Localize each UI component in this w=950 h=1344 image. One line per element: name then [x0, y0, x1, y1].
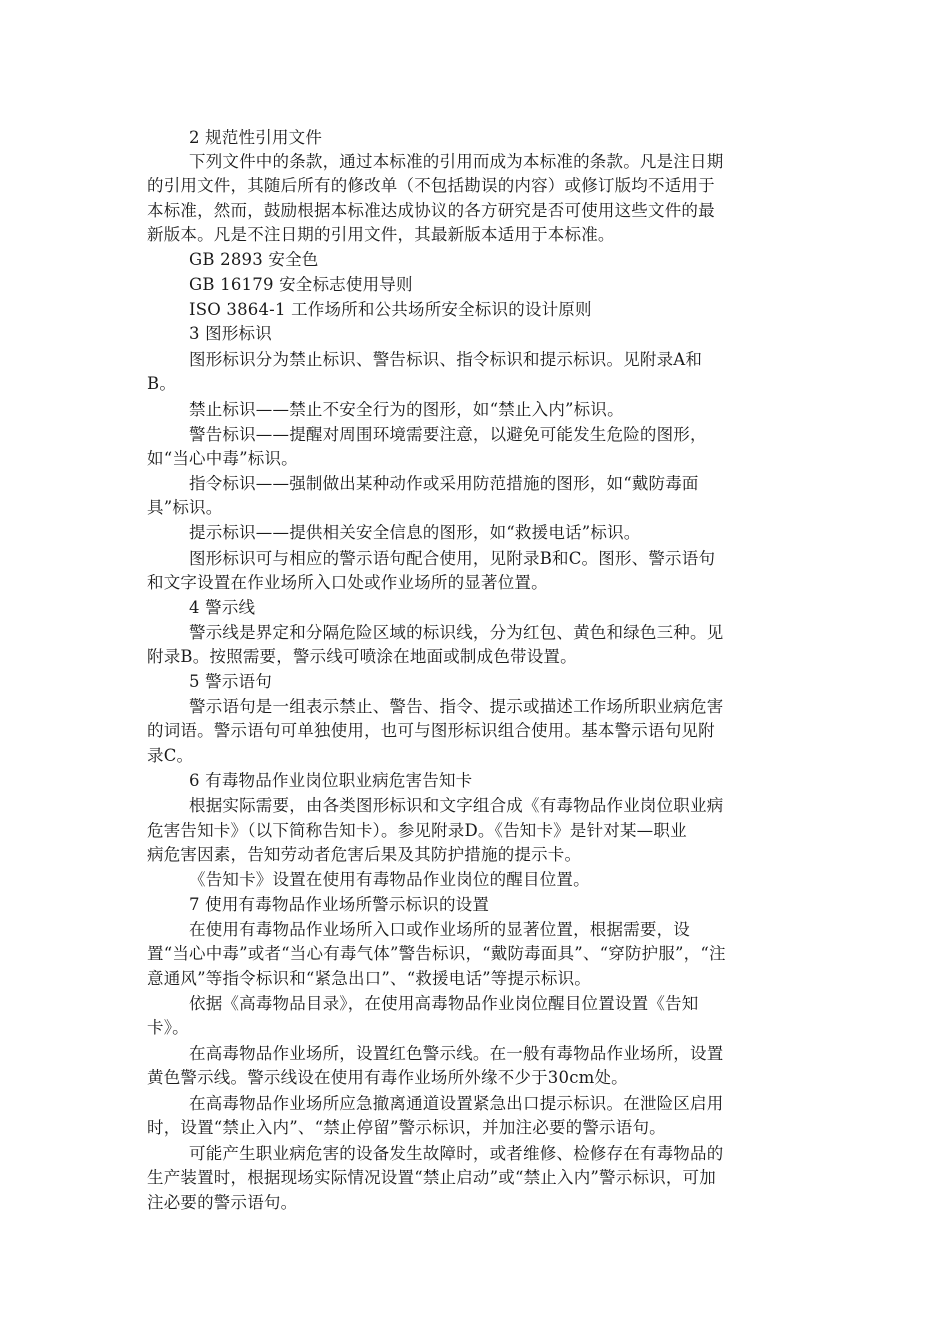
- paragraph-line: 注必要的警示语句。: [147, 1193, 298, 1212]
- paragraph-line: 病危害因素，告知劳动者危害后果及其防护措施的提示卡。: [147, 845, 582, 864]
- paragraph-line: 意通风”等指令标识和“紧急出口”、“救援电话”等提示标识。: [147, 969, 591, 988]
- paragraph-line: 本标准，然而，鼓励根据本标准达成协议的各方研究是否可使用这些文件的最: [147, 201, 715, 220]
- paragraph-line: 警示语句是一组表示禁止、警告、指令、提示或描述工作场所职业病危害: [189, 697, 724, 716]
- paragraph-line: 下列文件中的条款，通过本标准的引用而成为本标准的条款。凡是注日期: [189, 152, 724, 171]
- paragraph-line: 和文字设置在作业场所入口处或作业场所的显著位置。: [147, 573, 548, 592]
- paragraph-line: 根据实际需要，由各类图形标识和文字组合成《有毒物品作业岗位职业病: [189, 796, 724, 815]
- paragraph-line: 在高毒物品作业场所，设置红色警示线。在一般有毒物品作业场所，设置: [189, 1044, 724, 1063]
- section-heading-4: 4 警示线: [189, 598, 256, 617]
- reference-item: ISO 3864-1 工作场所和公共场所安全标识的设计原则: [189, 300, 592, 319]
- paragraph-line: 具”标识。: [147, 498, 223, 517]
- paragraph-line: 依据《高毒物品目录》，在使用高毒物品作业岗位醒目位置设置《告知: [189, 994, 699, 1013]
- paragraph-line: 图形标识可与相应的警示语句配合使用，见附录B和C。图形、警示语句: [189, 549, 716, 568]
- paragraph-line: 《告知卡》设置在使用有毒物品作业岗位的醒目位置。: [189, 870, 590, 889]
- reference-item: GB 16179 安全标志使用导则: [189, 275, 413, 294]
- paragraph-line: 的引用文件，其随后所有的修改单（不包括勘误的内容）或修订版均不适用于: [147, 176, 715, 195]
- paragraph-line: 新版本。凡是不注日期的引用文件，其最新版本适用于本标准。: [147, 225, 615, 244]
- paragraph-line: 在高毒物品作业场所应急撤离通道设置紧急出口提示标识。在泄险区启用: [189, 1094, 724, 1113]
- section-heading-2: 2 规范性引用文件: [189, 128, 323, 147]
- paragraph-line: 置“当心中毒”或者“当心有毒气体”警告标识，“戴防毒面具”、“穿防护服”，“注: [147, 944, 726, 963]
- paragraph-line: 提示标识——提供相关安全信息的图形，如“救援电话”标识。: [189, 523, 641, 542]
- paragraph-line: 禁止标识——禁止不安全行为的图形，如“禁止入内”标识。: [189, 400, 624, 419]
- section-heading-3: 3 图形标识: [189, 324, 272, 343]
- section-heading-7: 7 使用有毒物品作业场所警示标识的设置: [189, 895, 490, 914]
- paragraph-line: 的词语。警示语句可单独使用，也可与图形标识组合使用。基本警示语句见附: [147, 721, 715, 740]
- section-heading-6: 6 有毒物品作业岗位职业病危害告知卡: [189, 771, 473, 790]
- paragraph-line: 生产装置时，根据现场实际情况设置“禁止启动”或“禁止入内”警示标识，可加: [147, 1168, 716, 1187]
- paragraph-line: 卡》。: [147, 1018, 189, 1037]
- reference-item: GB 2893 安全色: [189, 250, 319, 269]
- paragraph-line: 在使用有毒物品作业场所入口或作业场所的显著位置，根据需要，设: [189, 920, 690, 939]
- paragraph-line: 时，设置“禁止入内”、“禁止停留”警示标识，并加注必要的警示语句。: [147, 1118, 666, 1137]
- paragraph-line: B。: [147, 374, 177, 393]
- paragraph-line: 危害告知卡》（以下简称告知卡）。参见附录D。《告知卡》是针对某—职业: [147, 821, 687, 840]
- paragraph-line: 附录B。按照需要，警示线可喷涂在地面或制成色带设置。: [147, 647, 577, 666]
- paragraph-line: 黄色警示线。警示线设在使用有毒作业场所外缘不少于30cm处。: [147, 1068, 628, 1087]
- paragraph-line: 警示线是界定和分隔危险区域的标识线，分为红包、黄色和绿色三种。见: [189, 623, 724, 642]
- paragraph-line: 如“当心中毒”标识。: [147, 449, 298, 468]
- paragraph-line: 录C。: [147, 746, 194, 765]
- paragraph-line: 警告标识——提醒对周围环境需要注意，以避免可能发生危险的图形，: [189, 425, 707, 444]
- section-heading-5: 5 警示语句: [189, 672, 272, 691]
- paragraph-line: 可能产生职业病危害的设备发生故障时，或者维修、检修存在有毒物品的: [189, 1144, 724, 1163]
- paragraph-line: 指令标识——强制做出某种动作或采用防范措施的图形，如“戴防毒面: [189, 474, 699, 493]
- paragraph-line: 图形标识分为禁止标识、警告标识、指令标识和提示标识。见附录A和: [189, 350, 703, 369]
